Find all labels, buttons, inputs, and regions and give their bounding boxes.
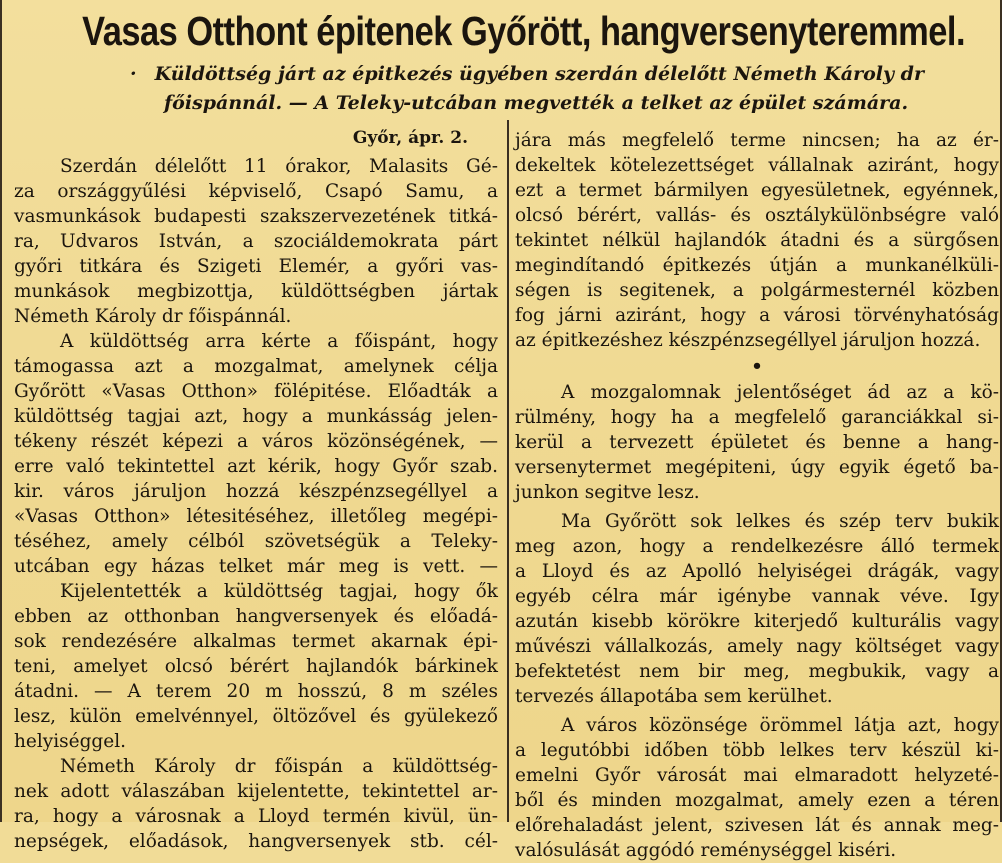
paragraph-line: teni, amelyet olcsó bérért hajlandók bárkinek: [14, 656, 498, 677]
paragraph-line: jára más megfelelő terme nincsen; ha az ér-: [515, 130, 999, 151]
paragraph-line: za országgyűlési képviselő, Csapó Samu, a: [14, 181, 498, 202]
paragraph-line: Szerdán délelőtt 11 órakor, Malasits Gé-: [60, 156, 498, 177]
paragraph-line: sok rendezésére alkalmas termet akarnak épi-: [14, 631, 498, 652]
paragraph-line: támogassa azt a mozgalmat, amelynek célja: [14, 356, 498, 377]
paragraph-line: A mozgalomnak jelentőséget ád az a kö-: [561, 382, 999, 403]
paragraph-line: átadni. — A terem 20 m hosszú, 8 m széles: [14, 681, 498, 702]
paragraph-line: előrehaladást jelent, szivesen lát és annak meg-: [515, 815, 999, 836]
paragraph-line: azután kisebb körökre kiterjedő kulturális vagy: [515, 611, 999, 632]
paragraph-line: ből és minden mozgalmat, amely ezen a téren: [515, 790, 999, 811]
paragraph-line: művészi vállalkozás, amely nagy költséget vagy: [515, 636, 999, 657]
paragraph-line: az épitkezéshez készpénzsegéllyel járuljon hozzá.: [515, 330, 981, 351]
paragraph-line: Ma Győrött sok lelkes és szép terv bukik: [561, 511, 999, 532]
paragraph-line: küldöttség tagjai azt, hogy a munkásság jelen-: [14, 406, 498, 427]
paragraph-line: nek adott válaszában kijelentette, tekintettel ar-: [14, 781, 498, 802]
paragraph-line: meg azon, hogy a rendelkezésre álló termek: [515, 536, 999, 557]
paragraph-line: dekeltek kötelezettséget vállalnak aziránt, hogy: [515, 155, 999, 176]
paragraph-line: egyéb célra már igénybe vannak véve. Igy: [515, 586, 999, 607]
paragraph-line: versenytermet megépiteni, úgy egyik égető ba-: [515, 457, 999, 478]
paragraph-line: ebben az otthonban hangversenyek és előadá-: [14, 606, 498, 627]
subhead-bullet: ·: [130, 63, 137, 85]
paragraph-line: ra, Udvaros István, a szociáldemokrata párt: [14, 231, 498, 252]
paragraph-line: tékeny részét képezi a város közönségének, —: [14, 431, 498, 452]
paragraph-line: vasmunkások budapesti szakszervezetének titká-: [14, 206, 498, 227]
paragraph-line: ra, hogy a városnak a Lloyd termén kivül, ün-: [14, 806, 498, 827]
paragraph-line: Győrött «Vasas Otthon» fölépitése. Előadták a: [14, 381, 498, 402]
subhead-line-1: · Küldöttség járt az épitkezés ügyében szerdán délelőtt Németh Károly dr: [130, 63, 924, 85]
paragraph-line: emelni Győr városát mai elmaradott helyzeté-: [515, 765, 999, 786]
left-column: [14, 124, 498, 854]
paragraph-line: «Vasas Otthon» létesitéséhez, illetőleg megépi-: [14, 506, 498, 527]
right-column: [515, 128, 999, 863]
paragraph-line: junkon segitve lesz.: [515, 482, 700, 503]
paragraph-line: lesz, külön emelvénnyel, öltözővel és gyülekező: [14, 706, 498, 727]
paragraph-line: befektetést nem bir meg, megbukik, vagy a: [515, 661, 999, 682]
paragraph-line: munkások megbizottja, küldöttségben jártak: [14, 281, 498, 302]
paragraph-line: téséhez, amely célból szövetségük a Teleky-: [14, 531, 498, 552]
paragraph-line: Németh Károly dr főispán a küldöttség-: [60, 756, 498, 777]
section-separator: •: [751, 356, 763, 377]
paragraph-line: a legutóbbi időben több lelkes terv készül ki-: [515, 740, 999, 761]
paragraph-line: megindítandó épitkezés útján a munkanélküli-: [515, 255, 999, 276]
subheadline: [130, 60, 990, 118]
paragraph-line: A város közönsége örömmel látja azt, hogy: [561, 715, 999, 736]
paragraph-line: győri titkára és Szigeti Elemér, a győri vas-: [14, 256, 498, 277]
paragraph-line: olcsó bérért, vallás- és osztálykülönbségre való: [515, 205, 999, 226]
paragraph-line: ezt a termet bármilyen egyesületnek, egyénnek,: [515, 180, 999, 201]
paragraph-line: nepségek, előadások, hangversenyek stb. cél-: [14, 831, 498, 852]
paragraph-line: ségen is segitenek, a polgármesternél közben: [515, 280, 999, 301]
paragraph-line: tekintet nélkül hajlandók átadni és a sürgősen: [515, 230, 999, 251]
paragraph-line: A küldöttség arra kérte a főispánt, hogy: [60, 331, 498, 352]
paragraph-line: tervezés állapotába sem kerülhet.: [515, 686, 833, 707]
column-divider: [507, 120, 509, 822]
paragraph-line: kir. város járuljon hozzá készpénzsegéllyel a: [14, 481, 498, 502]
paragraph-line: erre való tekintettel azt kérik, hogy Győr szab.: [14, 456, 498, 477]
paragraph-line: valósulását aggódó reménységgel kiséri.: [515, 840, 897, 861]
paragraph-line: Kijelentették a küldöttség tagjai, hogy ők: [60, 581, 498, 602]
paragraph-line: Németh Károly dr főispánnál.: [14, 306, 292, 327]
dateline: Győr, ápr. 2.: [352, 128, 468, 148]
paragraph-line: kerül a tervezett épületet és benne a hang-: [515, 432, 999, 453]
paragraph-line: fog járni aziránt, hogy a városi törvényhatóság: [515, 305, 999, 326]
paragraph-line: helyiséggel.: [14, 731, 127, 752]
headline: Vasas Otthont épitenek Győrött, hangversenyteremmel.: [82, 8, 966, 54]
paragraph-line: utcában egy házas telket már meg is vett. —: [14, 556, 498, 577]
paragraph-line: a Lloyd és az Apolló helyiségei drágák, vagy: [515, 561, 999, 582]
paragraph-line: rülmény, hogy ha a megfelelő garanciákkal si-: [515, 407, 999, 428]
subhead-line-2: főispánnál. — A Teleky-utcában megvették a telket az épület számára.: [164, 92, 909, 114]
